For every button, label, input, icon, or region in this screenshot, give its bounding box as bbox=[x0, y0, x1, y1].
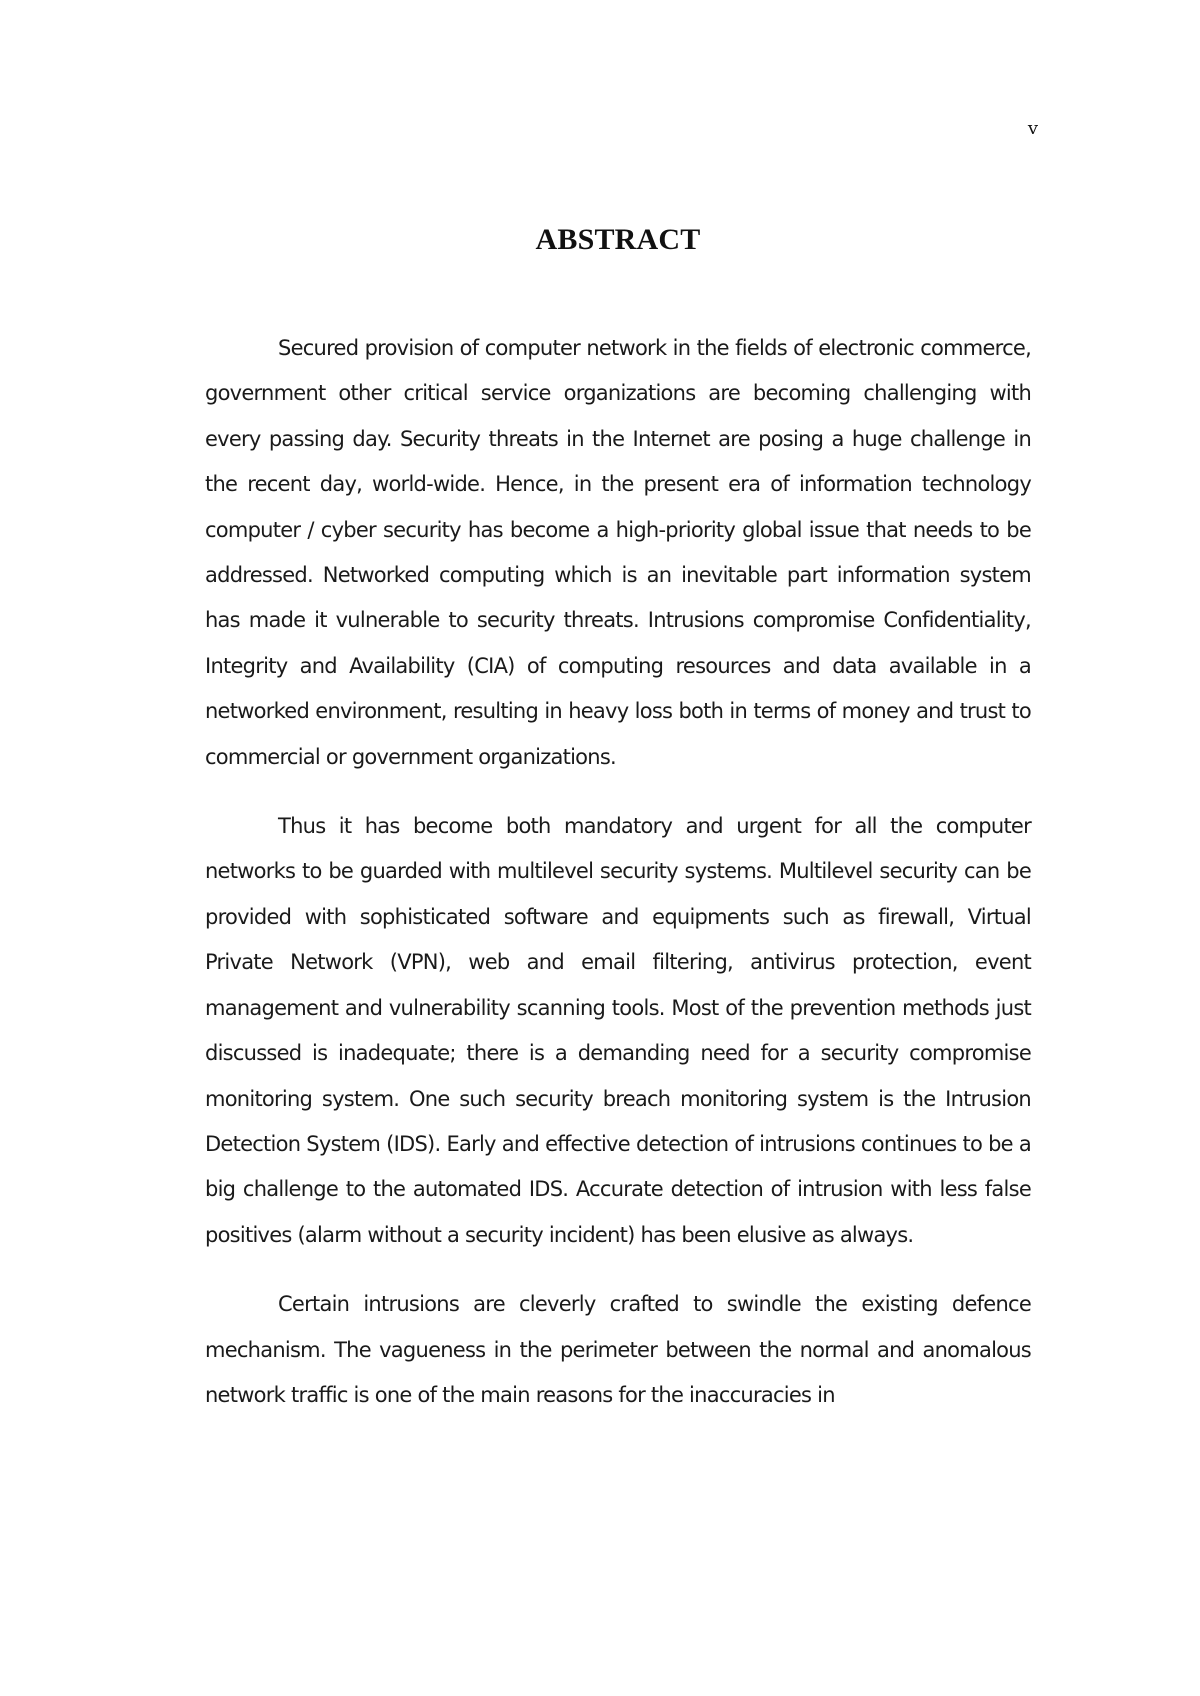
paragraph-3: Certain intrusions are cleverly crafted to swindle the existing defence mechanism. The vagueness in the perimeter between the normal and anomalous network traffic is one of the main reasons for the inaccuracies in bbox=[205, 1292, 1031, 1407]
page-title: ABSTRACT bbox=[535, 223, 701, 256]
abstract-body bbox=[205, 326, 1031, 1418]
paragraph-2: Thus it has become both mandatory and urgent for all the computer networks to be guarded with multilevel security systems. Multilevel security can be provided with sophisticated software and equipments such as firewall, Virtual Private Network (VPN), web and email filtering, antivirus protection, event management and vulnerability scanning tools. Most of the prevention methods just discussed is inadequate; there is a demanding need for a security compromise monitoring system. One such security breach monitoring system is the Intrusion Detection System (IDS). Early and effective detection of intrusions continues to be a big challenge to the automated IDS. Accurate detection of intrusion with less false positives (alarm without a security incident) has been elusive as always. bbox=[205, 814, 1031, 1247]
page-number: v bbox=[1027, 118, 1038, 139]
paragraph-1: Secured provision of computer network in the fields of electronic commerce, government other critical service organizations are becoming challenging with every passing day. Security threats in the Internet are posing a huge challenge in the recent day, world-wide. Hence, in the present era of information technology computer / cyber security has become a high-priority global issue that needs to be addressed. Networked computing which is an inevitable part information system has made it vulnerable to security threats. Intrusions compromise Confidentiality, Integrity and Availability (CIA) of computing resources and data available in a networked environment, resulting in heavy loss both in terms of money and trust to commercial or government organizations. bbox=[205, 336, 1031, 769]
